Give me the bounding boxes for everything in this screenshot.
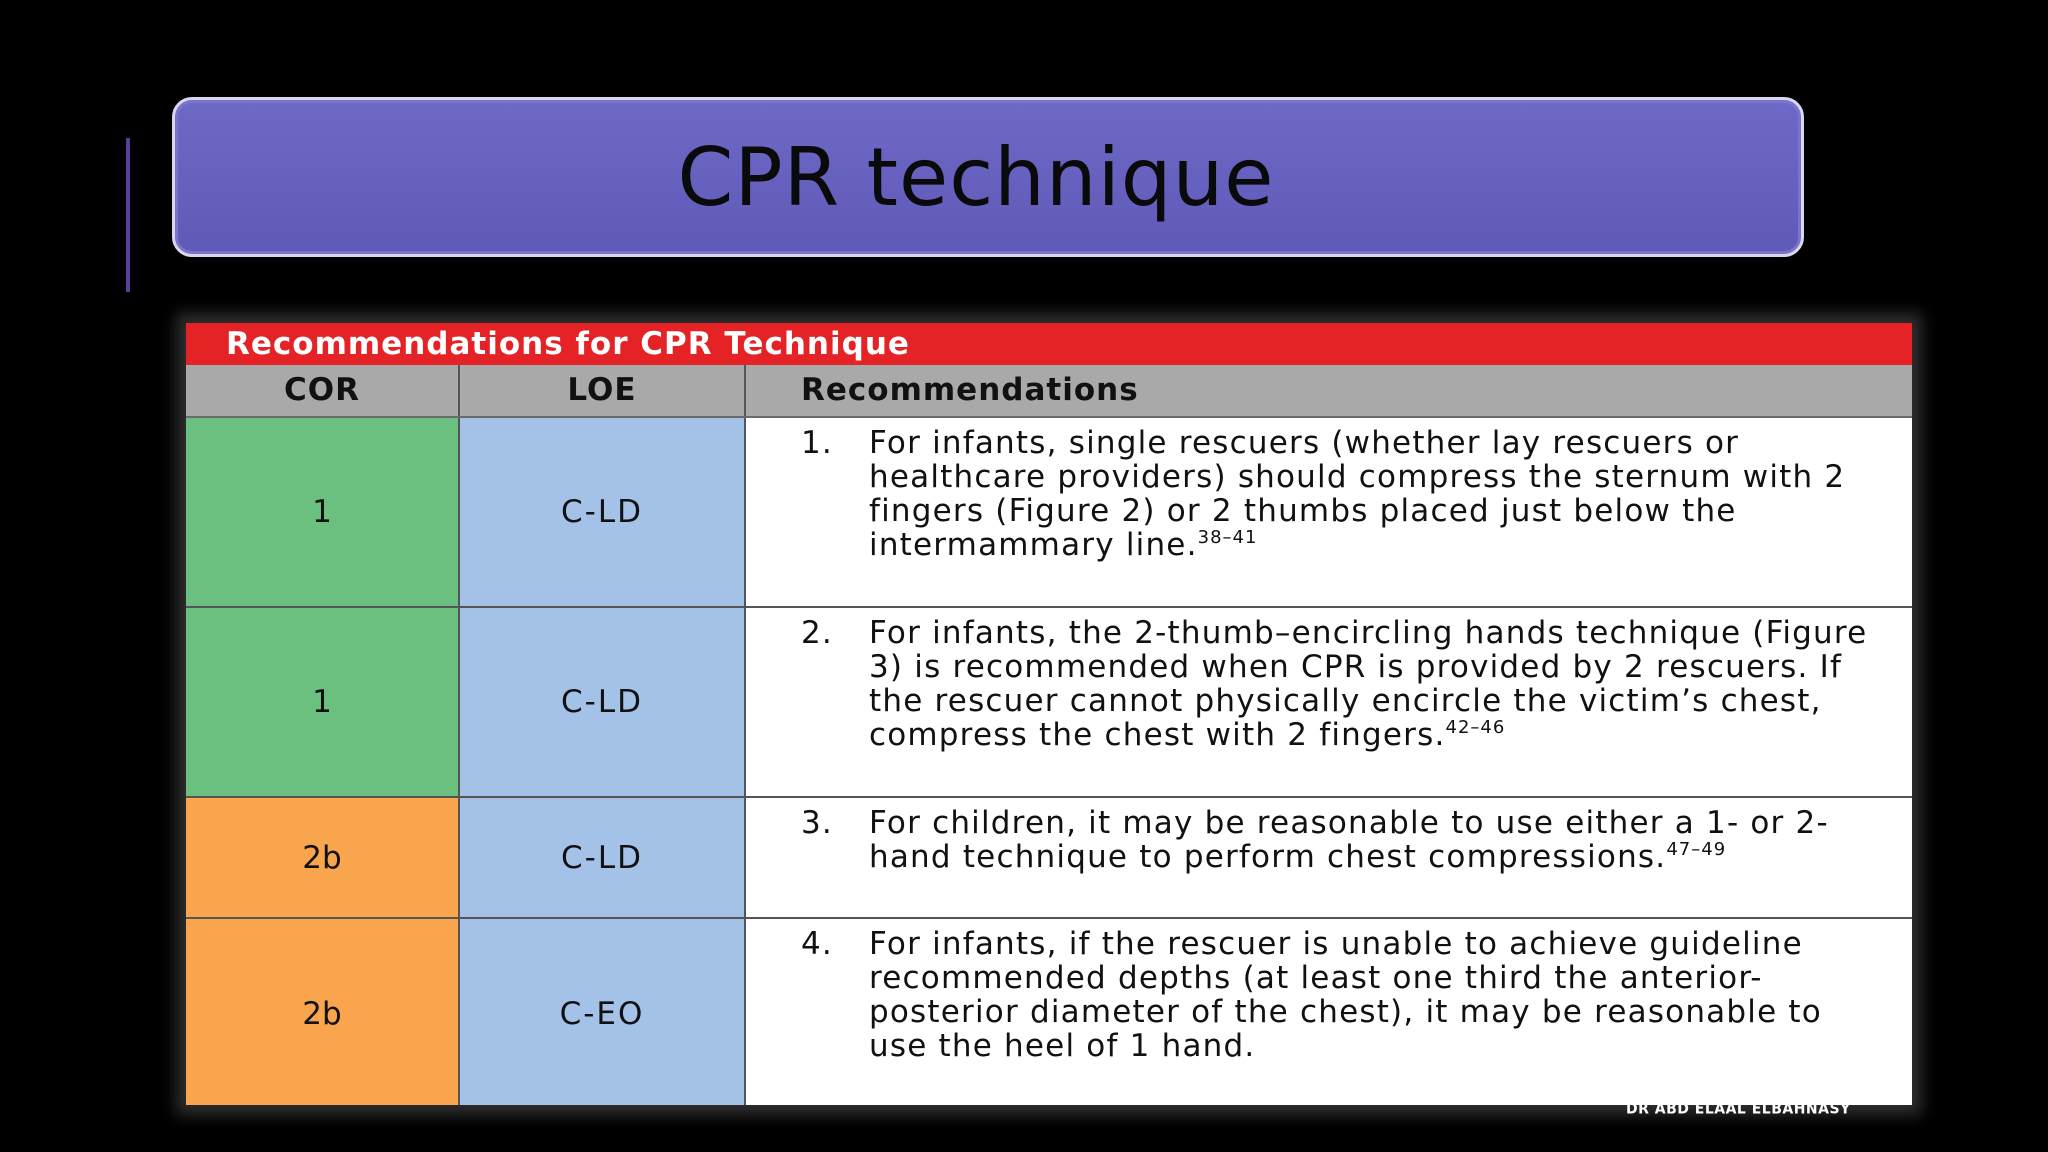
recommendation-item — [801, 927, 1882, 1063]
cor-cell: 1 — [186, 418, 460, 606]
accent-line — [126, 138, 130, 292]
column-header-loe: LOE — [460, 365, 746, 416]
reference-superscript: 38–41 — [1197, 527, 1258, 548]
recommendation-text — [869, 426, 1882, 562]
recommendation-body: For infants, the 2-thumb–encircling hands technique (Figure 3) is recommended when CPR is provided by 2 rescuers. If the rescuer cannot physically encircle the victim’s chest, compress the chest with 2 fingers. — [869, 615, 1868, 753]
loe-cell: C-LD — [460, 418, 746, 606]
column-header-cor: COR — [186, 365, 460, 416]
column-header-recommendations: Recommendations — [801, 372, 1139, 408]
recommendation-cell — [746, 608, 1912, 796]
recommendation-text — [869, 616, 1882, 752]
table-row — [186, 418, 1912, 608]
recommendation-item — [801, 426, 1882, 562]
cor-cell: 2b — [186, 798, 460, 917]
recommendation-number: 1. — [801, 425, 833, 461]
title-bar — [172, 97, 1804, 257]
recommendations-table — [186, 323, 1912, 1105]
table-header-row — [186, 365, 1912, 418]
table-row — [186, 919, 1912, 1105]
recommendation-cell — [746, 798, 1912, 917]
recommendation-text — [869, 806, 1882, 874]
table-row — [186, 608, 1912, 798]
cor-cell: 2b — [186, 919, 460, 1105]
recommendation-body: For infants, single rescuers (whether lay rescuers or healthcare providers) should compress the sternum with 2 fingers (Figure 2) or 2 thumbs placed just below the intermammary line. — [869, 425, 1846, 563]
slide-title: CPR technique — [677, 130, 1275, 224]
recommendation-cell — [746, 418, 1912, 606]
table-heading: Recommendations for CPR Technique — [186, 323, 1912, 365]
recommendation-number: 4. — [801, 926, 833, 962]
reference-superscript: 47–49 — [1666, 839, 1727, 860]
author-credit: DR ABD ELAAL ELBAHNASY — [1626, 1100, 1851, 1118]
recommendation-item — [801, 806, 1882, 874]
recommendation-cell — [746, 919, 1912, 1105]
recommendation-item — [801, 616, 1882, 752]
reference-superscript: 42–46 — [1445, 717, 1506, 738]
loe-cell: C-LD — [460, 798, 746, 917]
recommendation-text — [869, 927, 1882, 1063]
recommendation-number: 2. — [801, 615, 833, 651]
recommendation-body: For children, it may be reasonable to use either a 1- or 2-hand technique to perform chest compressions. — [869, 805, 1829, 875]
loe-cell: C-EO — [460, 919, 746, 1105]
recommendation-body: For infants, if the rescuer is unable to achieve guideline recommended depths (at least one third the anterior-posterior diameter of the chest), it may be reasonable to use the heel of 1 hand. — [869, 926, 1822, 1064]
loe-cell: C-LD — [460, 608, 746, 796]
cor-cell: 1 — [186, 608, 460, 796]
recommendation-number: 3. — [801, 805, 833, 841]
table-row — [186, 798, 1912, 919]
